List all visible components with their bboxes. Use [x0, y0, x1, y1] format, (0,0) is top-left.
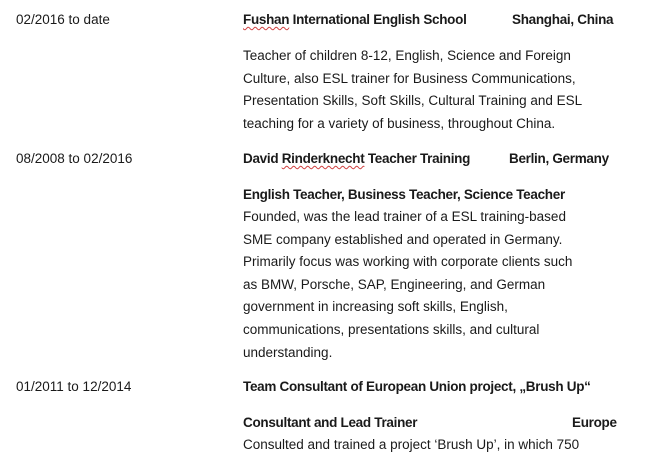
entry-location: Berlin, Germany	[509, 151, 609, 166]
entry-role: English Teacher, Business Teacher, Science Teacher	[243, 187, 565, 202]
description-line: Founded, was the lead trainer of a ESL training-based	[243, 209, 566, 224]
entry-description	[243, 434, 623, 457]
entry-location: Shanghai, China	[512, 12, 614, 27]
entry-location: Europe	[572, 415, 617, 430]
spell-flagged-word: Rinderknecht	[281, 151, 365, 166]
spell-flagged-word: Fushan	[243, 12, 290, 27]
organization-name-rest: International English School	[289, 12, 467, 27]
entry-date: 08/2008 to 02/2016	[16, 151, 133, 166]
description-line: communications, presentations skills, and cultural	[243, 321, 540, 337]
description-line: Consulted and trained a project ‘Brush Up’, in which 750	[243, 437, 580, 452]
description-line: teaching for a variety of business, throughout China.	[243, 115, 556, 131]
entry-description	[243, 206, 623, 364]
description-line: Teacher of children 8-12, English, Science and Foreign	[243, 48, 571, 63]
description-line: government in increasing soft skills, English,	[243, 299, 508, 315]
entry-title: Team Consultant of European Union project, „Brush Up“	[243, 379, 591, 394]
entry-role: Consultant and Lead Trainer	[243, 415, 418, 430]
description-line: Culture, also ESL trainer for Business Communications,	[243, 70, 576, 86]
organization-name-first: David	[243, 151, 282, 166]
description-line: Presentation Skills, Soft Skills, Cultural Training and ESL	[243, 93, 583, 109]
entry-organization	[243, 148, 470, 170]
entry-description	[243, 45, 623, 135]
entry-organization	[243, 9, 467, 31]
entry-date: 02/2016 to date	[16, 12, 110, 27]
description-line: SME company established and operated in Germany.	[243, 231, 563, 247]
entry-date: 01/2011 to 12/2014	[16, 379, 132, 394]
description-line: understanding.	[243, 344, 333, 360]
description-line: Primarily focus was working with corporate clients such	[243, 254, 573, 270]
organization-name-rest: Teacher Training	[364, 151, 471, 166]
description-line: as BMW, Porsche, SAP, Engineering, and German	[243, 276, 546, 292]
